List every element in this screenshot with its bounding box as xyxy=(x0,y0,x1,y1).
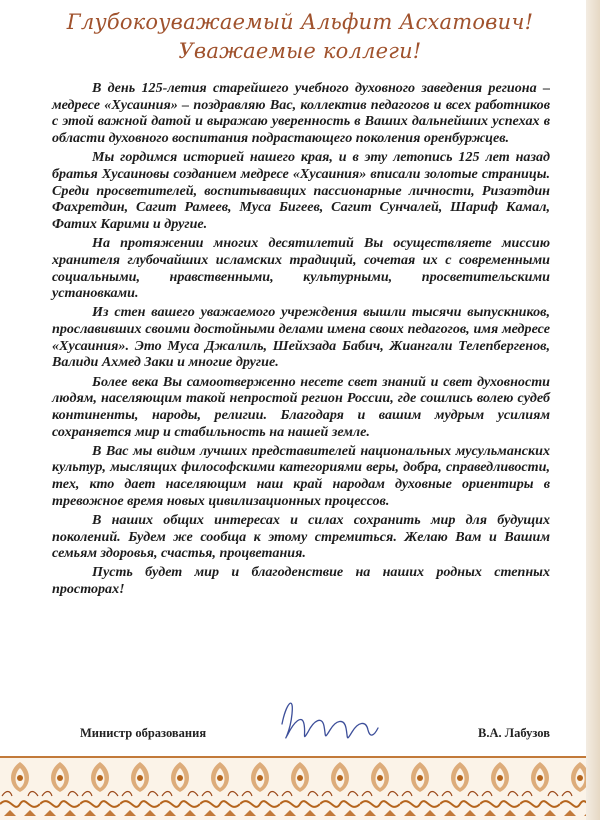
page-edge-band xyxy=(586,0,600,820)
salutation-line-2: Уважаемые коллеги! xyxy=(178,39,422,63)
paragraph: В наших общих интересах и силах сохранить мир для будущих поколений. Будем же сообща к этому стремиться. Желаю Вам и Вашим семьям здоровья, счастья, процветания. xyxy=(52,511,550,562)
paragraph: Пусть будет мир и благоденствие на наших родных степных просторах! xyxy=(52,564,550,598)
letter-body xyxy=(52,80,550,600)
paragraph: Из стен вашего уважаемого учреждения вышли тысячи выпускников, прославивших своими достойными делами имена своих педагогов, имя медресе «Хусаиния». Это Муса Джалиль, Шейхзада Бабич, Жиангали Телепбергенов, Валиди Ахмед Заки и многие другие. xyxy=(52,304,550,371)
ornamental-border xyxy=(0,756,586,820)
paragraph: В день 125-летия старейшего учебного духовного заведения региона – медресе «Хусаиния» – поздравляю Вас, коллектив педагогов и всех работников с этой важной датой и выражаю уверенность в Ваших дальнейших успехах в области духовного воспитания подрастающего поколения оренбуржцев. xyxy=(52,80,550,147)
paragraph: На протяжении многих десятилетий Вы осуществляете миссию хранителя глубочайших исламских традиций, сочетая их с современными социальными, нравственными, культурными, просветительскими установками. xyxy=(52,235,550,302)
paragraph: В Вас мы видим лучших представителей национальных мусульманских культур, мыслящих философскими категориями веры, добра, справедливости, тех, кто дает населяющим наш край народам духовные ориентиры в тревожное время новых цивилизационных процессов. xyxy=(52,442,550,509)
signatory-position: Министр образования xyxy=(80,726,207,740)
salutation-line-1: Глубокоуважаемый Альфит Асхатович! xyxy=(66,10,534,34)
paragraph: Мы гордимся историей нашего края, и в эту летопись 125 лет назад братья Хусаиновы созданием медресе «Хусаиния» вписали золотые страницы. Среди просветителей, воспитывавщих пассионарные личности, Ризаэтдин Фахретдин, Сагит Рамеев, Муса Бигеев, Сагит Сунчалей, Шариф Камал, Фатих Карими и другие. xyxy=(52,149,550,233)
paragraph: Более века Вы самоотверженно несете свет знаний и свет духовности людям, населяющим такой непростой регион России, где сошлись волею судеб континенты, народы, религии. Благодаря и вашим мудрым усилиям сохраняется мир и стабильность на нашей земле. xyxy=(52,373,550,440)
signatory-name: В.А. Лабузов xyxy=(478,726,550,740)
letter-footer xyxy=(0,726,600,746)
salutation xyxy=(0,8,600,66)
